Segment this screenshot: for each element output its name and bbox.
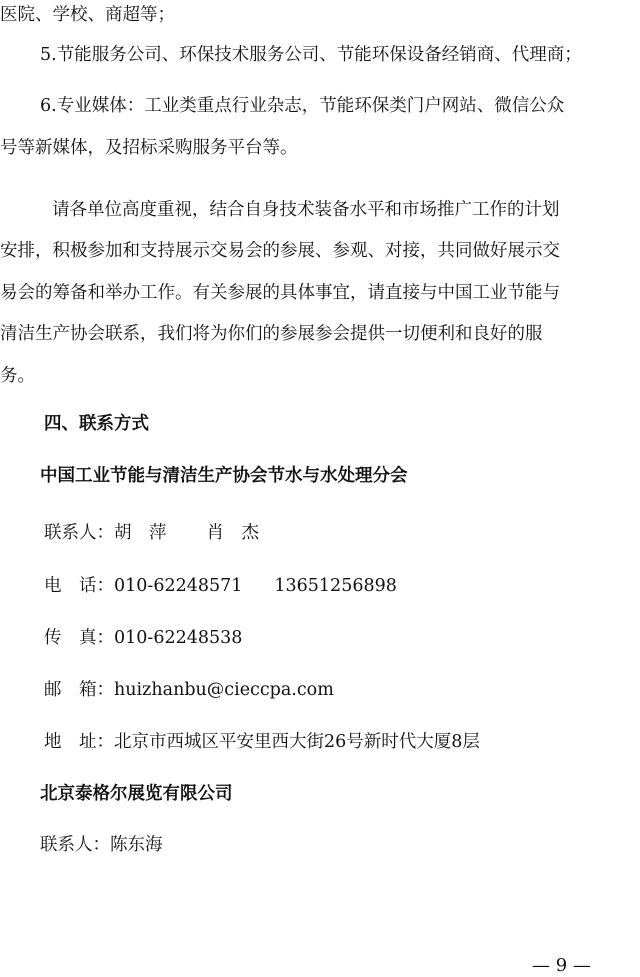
list-item-6-continued: 号等新媒体，及招标采购服务平台等。: [0, 138, 298, 158]
phone-number: 010-62248571: [114, 576, 243, 596]
phone-row: [44, 574, 397, 598]
address-row: [44, 730, 480, 754]
contact-row: [40, 833, 163, 857]
email-label: 邮 箱：: [44, 680, 114, 700]
fax-label: 传 真：: [44, 628, 114, 648]
paragraph-line: 务。: [0, 366, 35, 386]
org-1-name: 中国工业节能与清洁生产协会节水与水处理分会: [40, 466, 408, 486]
address-label: 地 址：: [44, 732, 114, 752]
paragraph-line: 请各单位高度重视，结合自身技术装备水平和市场推广工作的计划: [52, 200, 560, 220]
page-number: — 9 —: [532, 955, 591, 976]
list-item-5: 5.节能服务公司、环保技术服务公司、节能环保设备经销商、代理商；: [40, 45, 582, 65]
paragraph-line: 安排，积极参加和支持展示交易会的参展、参观、对接，共同做好展示交: [0, 241, 560, 261]
mobile-number: 13651256898: [274, 576, 397, 596]
fax-number: 010-62248538: [114, 628, 243, 648]
fax-row: [44, 626, 242, 650]
email-row: [44, 678, 334, 702]
section-heading: 四、联系方式: [44, 414, 149, 434]
address-text: 北京市西城区平安里西大街26号新时代大厦8层: [114, 732, 480, 752]
email-address: huizhanbu@cieccpa.com: [114, 680, 334, 700]
body-line: 医院、学校、商超等；: [0, 5, 175, 25]
contact-person: 胡 萍: [114, 523, 167, 543]
paragraph-line: 易会的筹备和举办工作。有关参展的具体事宜，请直接与中国工业节能与: [0, 283, 560, 303]
contact-label: 联系人：: [44, 523, 114, 543]
org-2-name: 北京泰格尔展览有限公司: [40, 784, 233, 804]
list-item-6: 6.专业媒体：工业类重点行业杂志，节能环保类门户网站、微信公众: [40, 96, 565, 116]
contact-row: [44, 521, 259, 545]
paragraph-line: 清洁生产协会联系，我们将为你们的参展参会提供一切便利和良好的服: [0, 324, 543, 344]
contact-person: 陈东海: [110, 835, 163, 855]
contact-label: 联系人：: [40, 835, 110, 855]
contact-person: 肖 杰: [206, 523, 259, 543]
phone-label: 电 话：: [44, 576, 114, 596]
